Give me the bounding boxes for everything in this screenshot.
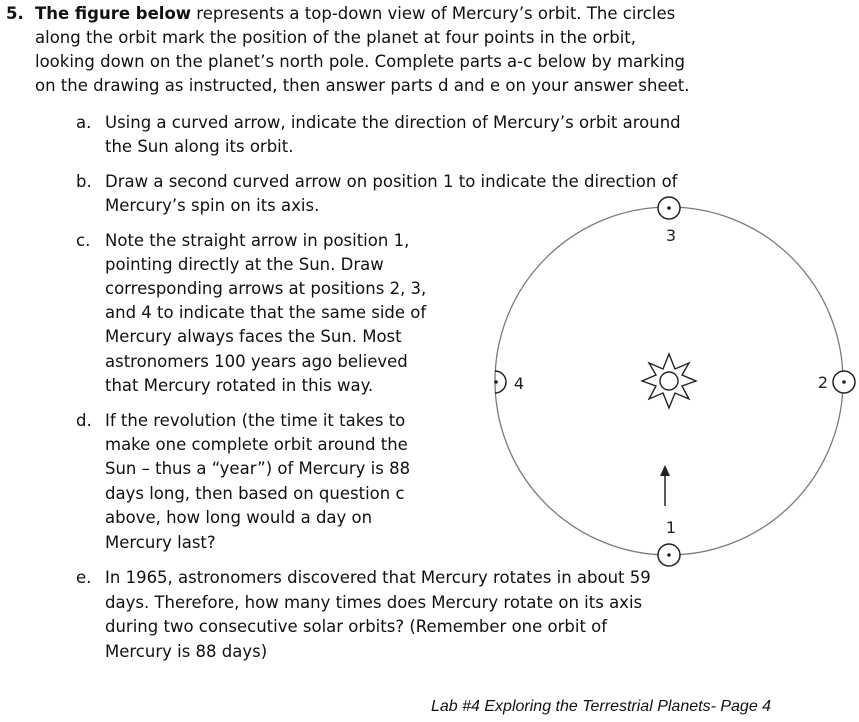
part-letter: d. <box>76 411 92 430</box>
page-footer: Lab #4 Exploring the Terrestrial Planets- Page 4 <box>431 698 772 715</box>
sun-icon <box>642 354 696 408</box>
mercury-position-1 <box>658 544 680 566</box>
part-line: Mercury is 88 days) <box>105 642 268 661</box>
part-letter: b. <box>76 172 92 191</box>
part-line: Draw a second curved arrow on position 1 to indicate the direction of <box>105 172 678 191</box>
question-line-4: on the drawing as instructed, then answer parts d and e on your answer sheet. <box>35 76 690 95</box>
part-line: corresponding arrows at positions 2, 3, <box>105 279 427 298</box>
mercury-position-3 <box>658 197 680 219</box>
position-label-1: 1 <box>665 518 677 537</box>
part-line: If the revolution (the time it takes to <box>105 411 406 430</box>
part-line: pointing directly at the Sun. Draw <box>105 255 384 274</box>
part-line: astronomers 100 years ago believed <box>105 352 408 371</box>
question-line-1: represents a top-down view of Mercury’s orbit. The circles <box>191 4 676 23</box>
mercury-position-4 <box>494 371 506 393</box>
part-line: Using a curved arrow, indicate the direction of Mercury’s orbit around <box>105 113 681 132</box>
part-line: Sun – thus a “year”) of Mercury is 88 <box>105 459 411 478</box>
part-line: and 4 to indicate that the same side of <box>105 303 427 322</box>
part-line: Mercury’s spin on its axis. <box>105 196 320 215</box>
part-line: In 1965, astronomers discovered that Mercury rotates in about 59 <box>105 568 651 587</box>
position-label-3: 3 <box>665 226 677 245</box>
part-letter: c. <box>76 231 91 250</box>
arrow-up-icon <box>660 465 670 506</box>
part-letter: e. <box>76 568 92 587</box>
question-line-2: along the orbit mark the position of the planet at four points in the orbit, <box>35 28 636 47</box>
question-lead: The figure below <box>35 4 192 23</box>
mercury-position-2 <box>833 371 855 393</box>
part-line: days. Therefore, how many times does Mercury rotate on its axis <box>105 593 643 612</box>
question-number: 5. <box>6 4 24 23</box>
part-line: the Sun along its orbit. <box>105 137 294 156</box>
part-line: Mercury always faces the Sun. Most <box>105 327 402 346</box>
question-line-3: looking down on the planet’s north pole. Complete parts a-c below by marking <box>35 52 686 71</box>
part-line: above, how long would a day on <box>105 508 373 527</box>
part-line: during two consecutive solar orbits? (Remember one orbit of <box>105 617 608 636</box>
part-letter: a. <box>76 113 92 132</box>
position-label-4: 4 <box>513 374 525 393</box>
position-label-2: 2 <box>817 373 829 392</box>
part-line: make one complete orbit around the <box>105 435 408 454</box>
part-line: days long, then based on question c <box>105 484 405 503</box>
part-line: Note the straight arrow in position 1, <box>105 231 410 250</box>
part-line: that Mercury rotated in this way. <box>105 376 374 395</box>
part-line: Mercury last? <box>105 533 216 552</box>
